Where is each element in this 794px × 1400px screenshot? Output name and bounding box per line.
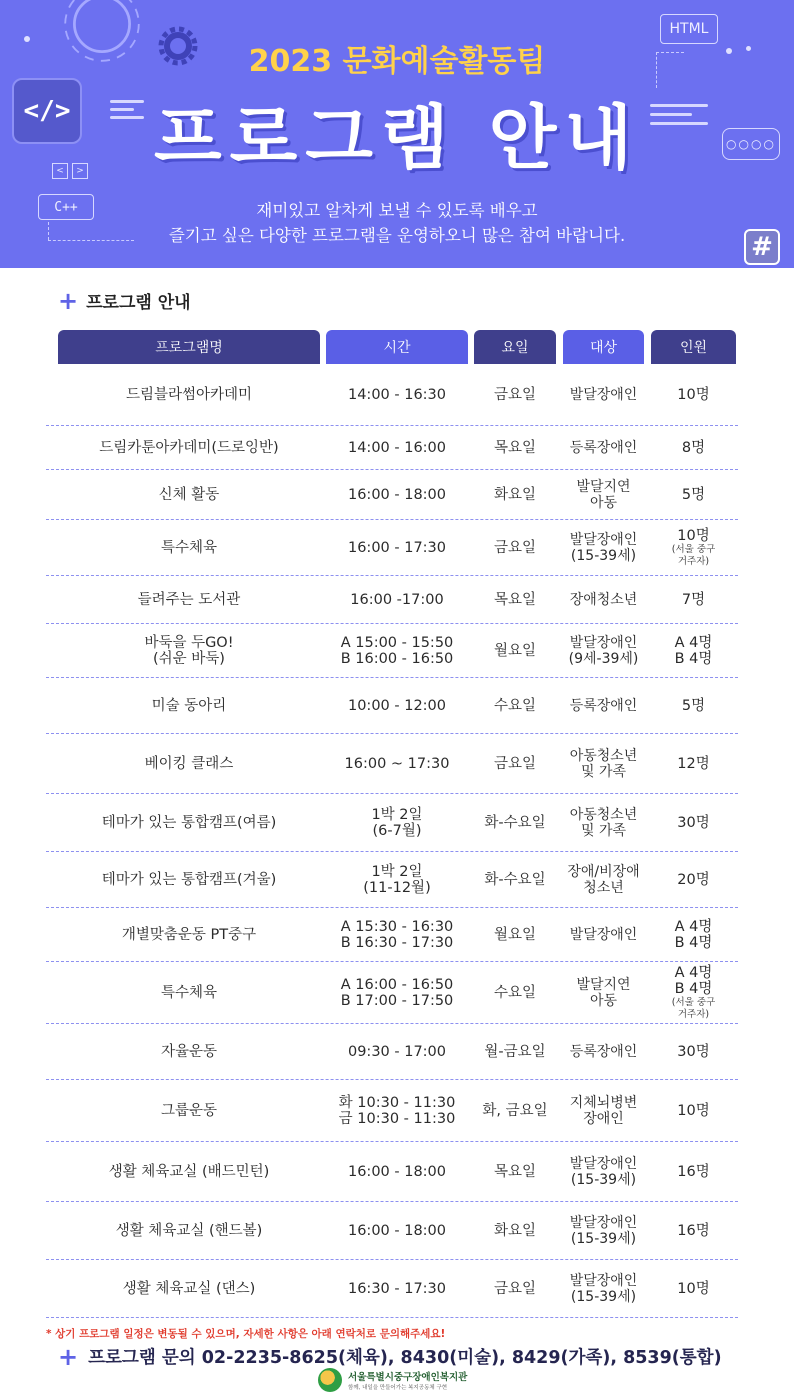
count-note: 거주자) (677, 555, 710, 567)
organization-logo (318, 1368, 467, 1392)
cell-line: 16:00 -17:00 (350, 591, 444, 608)
cell-line: 특수체육 (160, 984, 218, 1001)
time-cell (326, 908, 468, 961)
count-cell (651, 794, 736, 851)
target-cell (563, 1024, 644, 1079)
cell-line: 16:00 - 18:00 (347, 1163, 447, 1180)
target-cell (563, 520, 644, 575)
cell-line: 지체뇌병변 (569, 1094, 638, 1111)
cell-line: (6-7월) (372, 822, 422, 839)
cell-line: 12명 (677, 755, 710, 772)
table-row (46, 470, 738, 520)
cell-line: B 17:00 - 17:50 (340, 992, 454, 1009)
plus-icon: + (58, 286, 79, 315)
arrow-right-icon: > (72, 163, 88, 179)
cell-line: 아동 (589, 992, 618, 1009)
cell-line: (15-39세) (570, 547, 637, 564)
column-header-time: 시간 (326, 330, 468, 364)
count-cell (651, 624, 736, 677)
logo-name: 서울특별시중구장애인복지관 (348, 1372, 468, 1383)
logo-slogan: 함께, 내일을 만들어가는 복지공동체 구현 (348, 1385, 448, 1391)
contact-info (58, 1344, 722, 1369)
cell-line: 화-수요일 (484, 871, 546, 888)
cell-line: 청소년 (583, 879, 624, 896)
cell-line: 발달지연 (576, 976, 631, 993)
hero-description-line: 재미있고 알차게 보낼 수 있도록 배우고 (256, 201, 538, 220)
cell-line: 자율운동 (160, 1043, 218, 1060)
hash-icon: # (744, 229, 780, 265)
time-cell (326, 678, 468, 733)
cell-line: 화-수요일 (484, 814, 546, 831)
cell-line: 드림카툰아카데미(드로잉반) (99, 439, 279, 456)
target-cell (563, 1202, 644, 1259)
arrow-left-icon: < (52, 163, 68, 179)
cell-line: 16명 (677, 1222, 710, 1239)
cell-line: B 16:00 - 16:50 (340, 650, 454, 667)
cell-line: A 4명 (674, 918, 713, 935)
time-cell (326, 1260, 468, 1317)
cell-line: 수요일 (493, 984, 537, 1001)
day-cell (474, 1142, 556, 1201)
cell-line: 장애청소년 (569, 591, 638, 608)
program-name-cell (58, 734, 320, 793)
time-cell (326, 1024, 468, 1079)
cell-line: 특수체육 (160, 539, 218, 556)
cell-line: 바둑을 두GO! (144, 634, 234, 651)
count-cell (651, 364, 736, 425)
cell-line: (15-39세) (570, 1171, 637, 1188)
cell-line: 월요일 (493, 642, 537, 659)
column-header-target: 대상 (563, 330, 644, 364)
cell-line: 금요일 (493, 539, 537, 556)
cell-line: 월요일 (493, 926, 537, 943)
table-row (46, 734, 738, 794)
count-note: (서울 중구 (671, 996, 716, 1008)
cell-line: 발달지연 (576, 478, 631, 495)
time-cell (326, 624, 468, 677)
table-row (46, 624, 738, 678)
cell-line: 화요일 (493, 1222, 537, 1239)
count-cell (651, 426, 736, 469)
program-name-cell (58, 794, 320, 851)
day-cell (474, 364, 556, 425)
cell-line: 5명 (681, 697, 706, 714)
column-header-program: 프로그램명 (58, 330, 320, 364)
count-cell (651, 678, 736, 733)
cell-line: 테마가 있는 통합캠프(여름) (101, 814, 277, 831)
table-row (46, 1024, 738, 1080)
count-cell (651, 1142, 736, 1201)
time-cell (326, 734, 468, 793)
table-row (46, 962, 738, 1024)
time-cell (326, 576, 468, 623)
table-row (46, 1080, 738, 1142)
cell-line: 10명 (677, 1280, 710, 1297)
day-cell (474, 426, 556, 469)
cell-line: 생활 체육교실 (댄스) (122, 1280, 256, 1297)
cell-line: 16명 (677, 1163, 710, 1180)
cell-line: 목요일 (493, 591, 537, 608)
logo-icon (318, 1368, 342, 1392)
plus-icon: + (58, 1342, 79, 1371)
target-cell (563, 734, 644, 793)
count-cell (651, 962, 736, 1023)
cell-line: (9세-39세) (568, 650, 639, 667)
target-cell (563, 576, 644, 623)
code-icon: </> (12, 78, 82, 144)
table-row (46, 908, 738, 962)
cell-line: A 15:00 - 15:50 (340, 634, 454, 651)
cell-line: B 4명 (674, 650, 713, 667)
contact-text: 프로그램 문의 02-2235-8625(체육), 8430(미술), 8429(가족), 8539(통합) (88, 1348, 722, 1368)
time-cell (326, 1080, 468, 1141)
day-cell (474, 470, 556, 519)
cell-line: 발달장애인 (569, 634, 638, 651)
day-cell (474, 520, 556, 575)
program-name-cell (58, 426, 320, 469)
count-cell (651, 734, 736, 793)
html-icon: HTML (660, 14, 718, 44)
table-row (46, 1142, 738, 1202)
cell-line: 30명 (677, 814, 710, 831)
program-name-cell (58, 852, 320, 907)
target-cell (563, 794, 644, 851)
cell-line: 등록장애인 (569, 1043, 638, 1060)
cell-line: 화요일 (493, 486, 537, 503)
program-name-cell (58, 678, 320, 733)
cell-line: 신체 활동 (158, 486, 220, 503)
column-header-count: 인원 (651, 330, 736, 364)
cell-line: (15-39세) (570, 1288, 637, 1305)
target-cell (563, 1080, 644, 1141)
section-title: 프로그램 안내 (86, 293, 191, 313)
program-table (46, 364, 738, 1318)
cell-line: 및 가족 (580, 763, 627, 780)
column-header-day: 요일 (474, 330, 556, 364)
table-row (46, 520, 738, 576)
cell-line: 베이킹 클래스 (144, 755, 234, 772)
program-name-cell (58, 1024, 320, 1079)
day-cell (474, 576, 556, 623)
hero-subtitle: 2023 문화예술활동팀 (248, 44, 546, 79)
time-cell (326, 962, 468, 1023)
count-cell (651, 1024, 736, 1079)
cell-line: 10명 (677, 527, 710, 544)
cell-line: B 16:30 - 17:30 (340, 934, 454, 951)
cell-line: 개별맞춤운동 PT중구 (121, 926, 257, 943)
day-cell (474, 734, 556, 793)
cell-line: B 4명 (674, 934, 713, 951)
cell-line: 수요일 (493, 697, 537, 714)
cell-line: A 16:00 - 16:50 (340, 976, 454, 993)
day-cell (474, 1202, 556, 1259)
day-cell (474, 1024, 556, 1079)
cell-line: A 4명 (674, 964, 713, 981)
cell-line: 등록장애인 (569, 697, 638, 714)
table-row (46, 426, 738, 470)
day-cell (474, 678, 556, 733)
time-cell (326, 470, 468, 519)
hero-banner (0, 0, 794, 268)
cell-line: 10:00 - 12:00 (347, 697, 447, 714)
cell-line: 16:00 ~ 17:30 (344, 755, 450, 772)
cell-line: 8명 (681, 439, 706, 456)
target-cell (563, 470, 644, 519)
count-cell (651, 1260, 736, 1317)
cell-line: 1박 2일 (371, 806, 423, 823)
section-header (58, 288, 191, 313)
cell-line: 16:30 - 17:30 (347, 1280, 447, 1297)
target-cell (563, 678, 644, 733)
table-header (58, 330, 738, 364)
program-name-cell (58, 1260, 320, 1317)
cell-line: 금 10:30 - 11:30 (338, 1110, 456, 1127)
count-cell (651, 1080, 736, 1141)
time-cell (326, 1142, 468, 1201)
cell-line: 16:00 - 17:30 (347, 539, 447, 556)
cell-line: B 4명 (674, 980, 713, 997)
time-cell (326, 794, 468, 851)
day-cell (474, 908, 556, 961)
program-name-cell (58, 624, 320, 677)
cell-line: 미술 동아리 (151, 697, 227, 714)
program-name-cell (58, 470, 320, 519)
target-cell (563, 364, 644, 425)
program-name-cell (58, 576, 320, 623)
day-cell (474, 794, 556, 851)
cell-line: 발달장애인 (569, 1272, 638, 1289)
cell-line: 발달장애인 (569, 386, 638, 403)
cell-line: 아동청소년 (569, 747, 638, 764)
cell-line: 아동 (589, 494, 618, 511)
count-cell (651, 520, 736, 575)
cell-line: 20명 (677, 871, 710, 888)
target-cell (563, 962, 644, 1023)
cell-line: 테마가 있는 통합캠프(겨울) (101, 871, 277, 888)
cell-line: 및 가족 (580, 822, 627, 839)
cell-line: 금요일 (493, 1280, 537, 1297)
cell-line: 월-금요일 (484, 1043, 546, 1060)
table-row (46, 794, 738, 852)
program-name-cell (58, 962, 320, 1023)
cell-line: 발달장애인 (569, 1155, 638, 1172)
program-name-cell (58, 364, 320, 425)
cell-line: 아동청소년 (569, 806, 638, 823)
count-cell (651, 908, 736, 961)
cell-line: 장애/비장애 (567, 863, 640, 880)
day-cell (474, 1080, 556, 1141)
time-cell (326, 520, 468, 575)
cell-line: 16:00 - 18:00 (347, 1222, 447, 1239)
cell-line: 목요일 (493, 439, 537, 456)
hero-description (0, 198, 794, 248)
cell-line: 생활 체육교실 (배드민턴) (108, 1163, 270, 1180)
cell-line: 7명 (681, 591, 706, 608)
table-row (46, 576, 738, 624)
target-cell (563, 1142, 644, 1201)
count-cell (651, 1202, 736, 1259)
cell-line: 화 10:30 - 11:30 (338, 1094, 456, 1111)
day-cell (474, 624, 556, 677)
table-row (46, 678, 738, 734)
time-cell (326, 426, 468, 469)
cell-line: (15-39세) (570, 1230, 637, 1247)
cell-line: 10명 (677, 386, 710, 403)
target-cell (563, 1260, 644, 1317)
schedule-notice: * 상기 프로그램 일정은 변동될 수 있으며, 자세한 사항은 아래 연락처로 문의해주세요! (46, 1328, 446, 1340)
cell-line: 목요일 (493, 1163, 537, 1180)
cell-line: 그룹운동 (160, 1102, 218, 1119)
cell-line: 5명 (681, 486, 706, 503)
table-row (46, 1202, 738, 1260)
day-cell (474, 1260, 556, 1317)
cell-line: 발달장애인 (569, 1214, 638, 1231)
cell-line: (11-12월) (363, 879, 431, 896)
cell-line: 14:00 - 16:00 (347, 439, 447, 456)
cell-line: 발달장애인 (569, 926, 638, 943)
target-cell (563, 624, 644, 677)
program-name-cell (58, 1202, 320, 1259)
cell-line: 장애인 (583, 1110, 624, 1127)
hero-title: 프로그램 안내 (153, 97, 641, 179)
cell-line: 09:30 - 17:00 (347, 1043, 447, 1060)
count-note: (서울 중구 (671, 543, 716, 555)
cell-line: 금요일 (493, 386, 537, 403)
cell-line: 10명 (677, 1102, 710, 1119)
cell-line: A 4명 (674, 634, 713, 651)
count-cell (651, 852, 736, 907)
time-cell (326, 852, 468, 907)
day-cell (474, 852, 556, 907)
cell-line: A 15:30 - 16:30 (340, 918, 454, 935)
cell-line: 발달장애인 (569, 531, 638, 548)
cell-line: 30명 (677, 1043, 710, 1060)
cell-line: 14:00 - 16:30 (347, 386, 447, 403)
table-row (46, 852, 738, 908)
cell-line: 1박 2일 (371, 863, 423, 880)
cell-line: 금요일 (493, 755, 537, 772)
count-cell (651, 470, 736, 519)
time-cell (326, 364, 468, 425)
day-cell (474, 962, 556, 1023)
cell-line: 생활 체육교실 (핸드볼) (115, 1222, 263, 1239)
cell-line: 들려주는 도서관 (137, 591, 241, 608)
program-name-cell (58, 908, 320, 961)
count-note: 거주자) (677, 1008, 710, 1020)
table-row (46, 1260, 738, 1318)
target-cell (563, 908, 644, 961)
hero-description-line: 즐기고 싶은 다양한 프로그램을 운영하오니 많은 참여 바랍니다. (168, 226, 626, 245)
cell-line: (쉬운 바둑) (153, 650, 225, 667)
cell-line: 드림블라썸아카데미 (125, 386, 253, 403)
cell-line: 화, 금요일 (482, 1102, 548, 1119)
program-name-cell (58, 1080, 320, 1141)
cpp-icon: C++ (38, 194, 94, 220)
cell-line: 16:00 - 18:00 (347, 486, 447, 503)
count-cell (651, 576, 736, 623)
target-cell (563, 852, 644, 907)
table-row (46, 364, 738, 426)
cell-line: 등록장애인 (569, 439, 638, 456)
time-cell (326, 1202, 468, 1259)
target-cell (563, 426, 644, 469)
program-name-cell (58, 1142, 320, 1201)
program-name-cell (58, 520, 320, 575)
chat-bubble-icon: ○○○○ (722, 128, 780, 160)
